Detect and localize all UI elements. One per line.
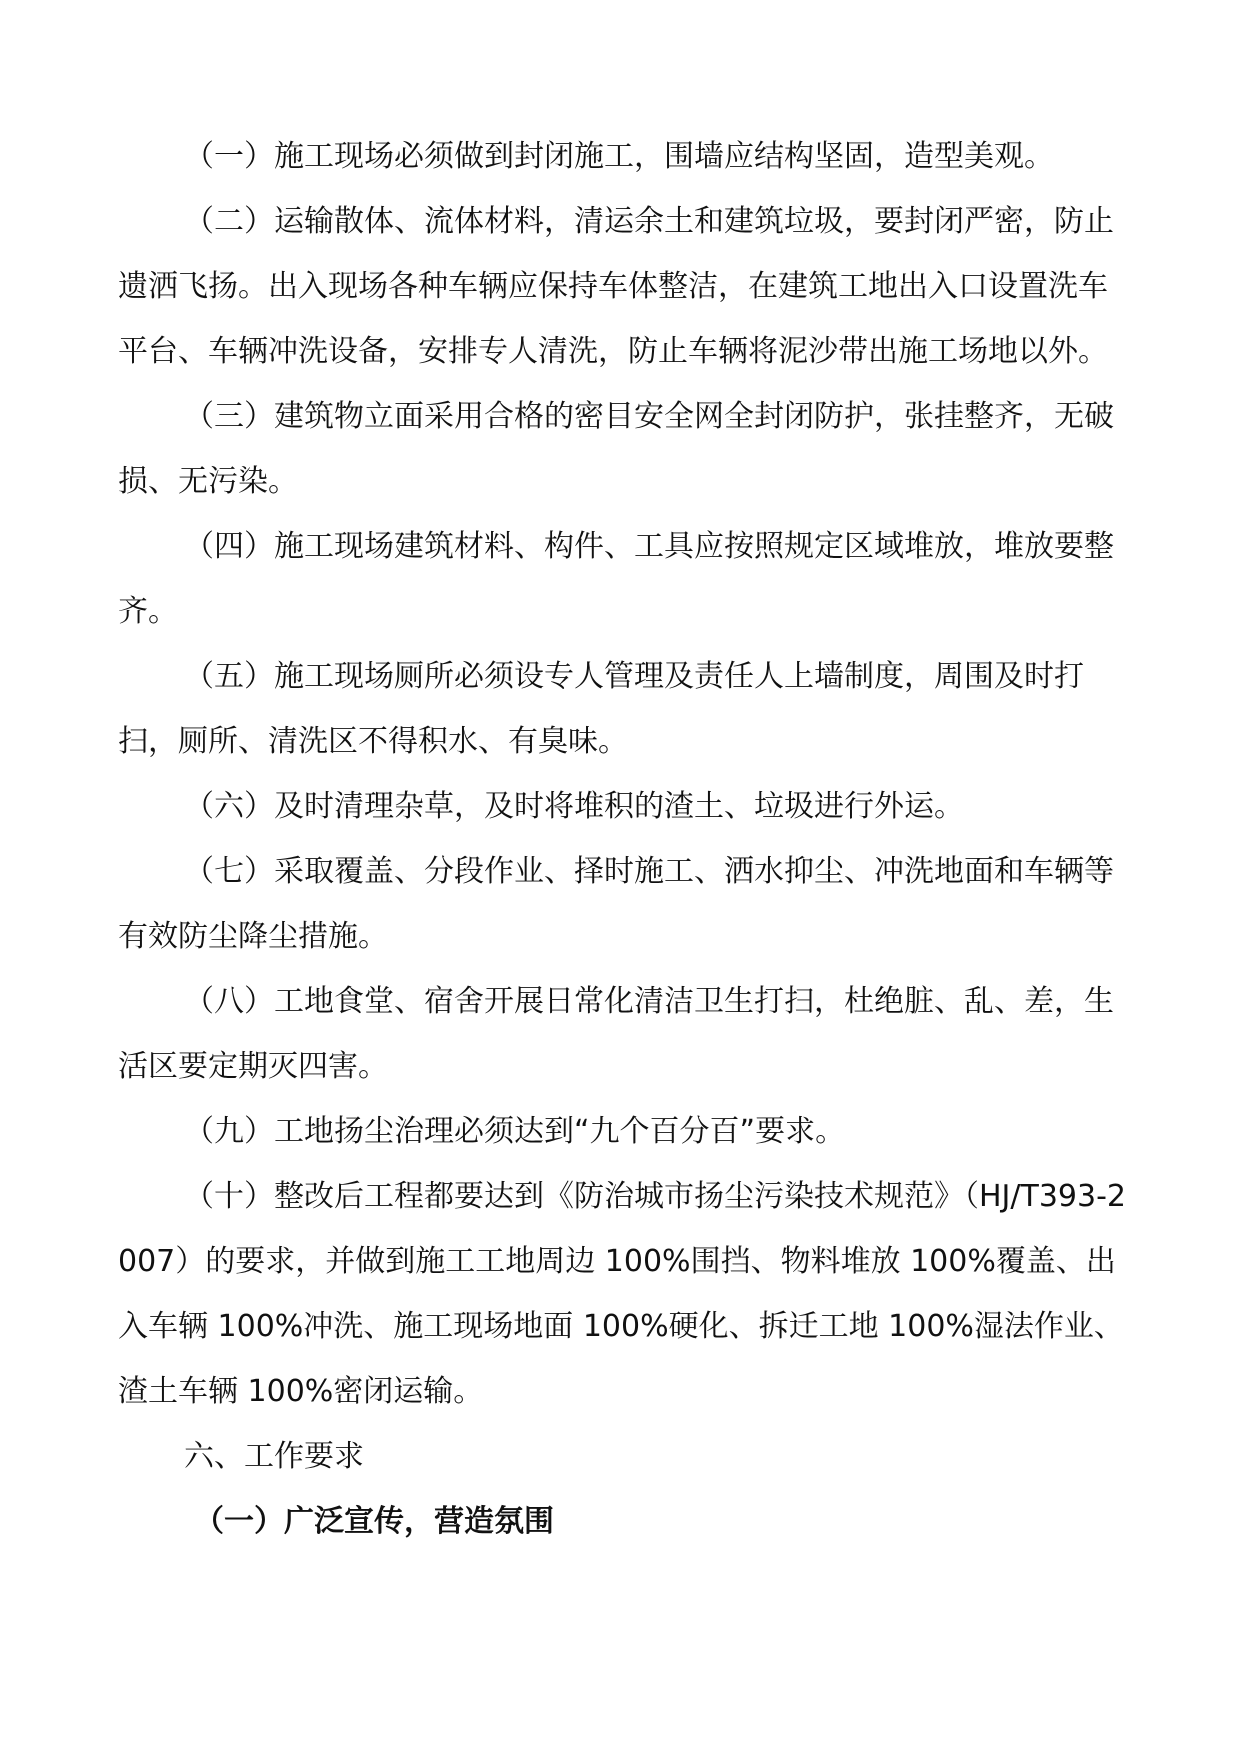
paragraph-8: （八）工地食堂、宿舍开展日常化清洁卫生打扫，杜绝脏、乱、差，生活区要定期灭四害。 [118,984,1114,1084]
section-heading: 六、工作要求 [184,1439,364,1474]
paragraph-5: （五）施工现场厕所必须设专人管理及责任人上墙制度，周围及时打扫，厕所、清洗区不得积水、有臭味。 [118,659,1084,759]
paragraph-7: （七）采取覆盖、分段作业、择时施工、洒水抑尘、冲洗地面和车辆等有效防尘降尘措施。 [118,854,1114,954]
paragraph-10: （十）整改后工程都要达到《防治城市扬尘污染技术规范》（HJ/T393-2007）的要求，并做到施工工地周边 100%围挡、物料堆放 100%覆盖、出入车辆 100%冲洗、施工现场地面 100%硬化、拆迁工地 100%湿法作业、渣土车辆 100%密闭运输。 [118,1179,1127,1409]
paragraph-6: （六）及时清理杂草，及时将堆积的渣土、垃圾进行外运。 [184,789,964,824]
sub-heading: （一）广泛宣传，营造氛围 [194,1504,554,1539]
paragraph-2: （二）运输散体、流体材料，清运余土和建筑垃圾，要封闭严密，防止遗洒飞扬。出入现场各种车辆应保持车体整洁，在建筑工地出入口设置洗车平台、车辆冲洗设备，安排专人清洗，防止车辆将泥沙带出施工场地以外。 [118,204,1114,369]
paragraph-1: （一）施工现场必须做到封闭施工，围墙应结构坚固，造型美观。 [184,139,1054,174]
paragraph-3: （三）建筑物立面采用合格的密目安全网全封闭防护，张挂整齐，无破损、无污染。 [118,399,1114,499]
paragraph-4: （四）施工现场建筑材料、构件、工具应按照规定区域堆放，堆放要整齐。 [118,529,1114,629]
paragraph-9: （九）工地扬尘治理必须达到“九个百分百”要求。 [184,1114,846,1149]
document-body [118,124,1126,1554]
